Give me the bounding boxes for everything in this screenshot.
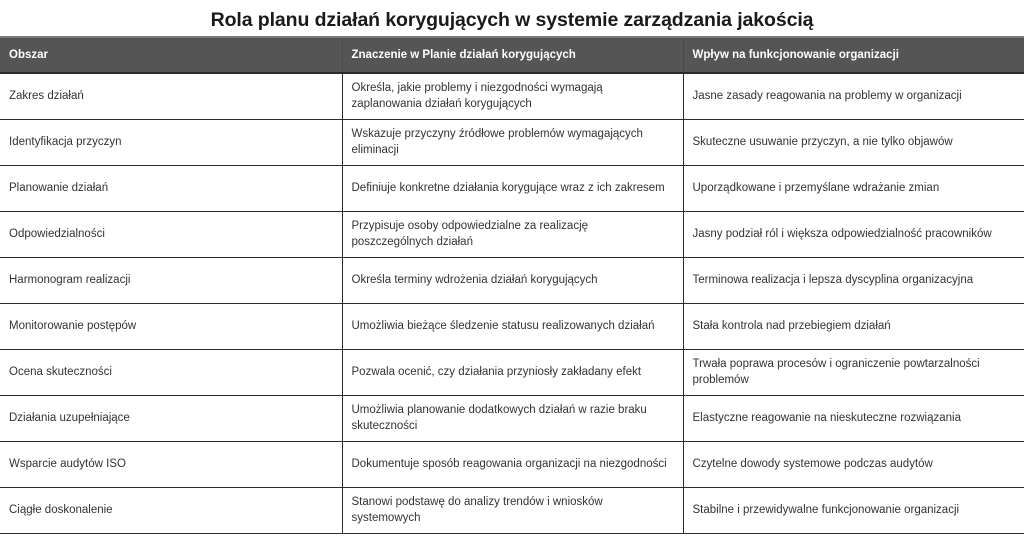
cell-area [0,487,342,533]
cell-impact-text: Czytelne dowody systemowe podczas audytów [692,458,933,470]
cell-meaning-text: Przypisuje osoby odpowiedzialne za realizację poszczególnych działań [351,220,589,248]
cell-meaning-text: Dokumentuje sposób reagowania organizacji na niezgodności [351,458,667,470]
cell-area-text: Monitorowanie postępów [9,320,137,332]
table-row [0,349,1024,395]
cell-area [0,119,342,165]
cell-impact [683,487,1024,533]
cell-meaning-text: Pozwala ocenić, czy działania przyniosły zakładany efekt [351,366,642,378]
cell-meaning [342,73,683,119]
cell-impact [683,165,1024,211]
table-row [0,303,1024,349]
cell-impact-text: Uporządkowane i przemyślane wdrażanie zmian [692,182,940,194]
table-row [0,211,1024,257]
table-row [0,441,1024,487]
cell-area-text: Ocena skuteczności [9,366,112,378]
cell-impact [683,119,1024,165]
cell-meaning-text: Umożliwia bieżące śledzenie statusu realizowanych działań [351,320,655,332]
cell-impact [683,257,1024,303]
cell-meaning [342,395,683,441]
cell-impact [683,73,1024,119]
cell-area [0,73,342,119]
cell-impact [683,395,1024,441]
table-body [0,73,1024,533]
cell-area-text: Działania uzupełniające [9,412,130,424]
table-row [0,257,1024,303]
cell-meaning [342,487,683,533]
cell-area-text: Identyfikacja przyczyn [9,136,122,148]
cell-meaning [342,165,683,211]
corrective-actions-table [0,36,1024,534]
cell-impact-text: Stabilne i przewidywalne funkcjonowanie organizacji [692,504,960,516]
cell-meaning-text: Definiuje konkretne działania korygujące wraz z ich zakresem [351,182,665,194]
cell-impact-text: Jasne zasady reagowania na problemy w organizacji [692,90,962,103]
column-header-meaning: Znaczenie w Planie działań korygujących [342,37,683,73]
cell-meaning-text: Stanowi podstawę do analizy trendów i wniosków systemowych [351,496,603,524]
cell-impact [683,349,1024,395]
cell-meaning-text: Umożliwia planowanie dodatkowych działań w razie braku skuteczności [351,404,647,432]
cell-area-text: Planowanie działań [9,182,109,194]
cell-impact-text: Elastyczne reagowanie na nieskuteczne rozwiązania [692,412,961,424]
cell-meaning-text: Określa, jakie problemy i niezgodności wymagają zaplanowania działań korygujących [351,82,603,111]
cell-area [0,211,342,257]
column-header-area: Obszar [0,37,342,73]
cell-area-text: Wsparcie audytów ISO [9,458,126,470]
cell-area [0,395,342,441]
cell-meaning-text: Określa terminy wdrożenia działań korygujących [351,274,598,286]
cell-area-text: Zakres działań [9,90,84,103]
cell-area [0,441,342,487]
table-row [0,487,1024,533]
cell-impact-text: Terminowa realizacja i lepsza dyscyplina organizacyjna [692,274,974,286]
cell-area-text: Odpowiedzialności [9,228,105,240]
cell-meaning-text: Wskazuje przyczyny źródłowe problemów wymagających eliminacji [351,128,643,156]
cell-meaning [342,441,683,487]
table-header-row [0,37,1024,73]
table-row [0,119,1024,165]
cell-area-text: Ciągłe doskonalenie [9,504,113,516]
cell-impact-text: Stała kontrola nad przebiegiem działań [692,320,891,332]
table-row [0,165,1024,211]
cell-meaning [342,303,683,349]
cell-area [0,349,342,395]
cell-impact [683,211,1024,257]
cell-impact [683,303,1024,349]
cell-meaning [342,257,683,303]
table-row [0,395,1024,441]
cell-area [0,257,342,303]
page-title: Rola planu działań korygujących w systemie zarządzania jakością [210,9,814,31]
cell-area-text: Harmonogram realizacji [9,274,131,286]
table-row [0,73,1024,119]
cell-area [0,303,342,349]
cell-area [0,165,342,211]
cell-impact [683,441,1024,487]
cell-impact-text: Skuteczne usuwanie przyczyn, a nie tylko objawów [692,136,953,148]
cell-meaning [342,211,683,257]
cell-meaning [342,349,683,395]
cell-meaning [342,119,683,165]
table-header [0,37,1024,73]
cell-impact-text: Jasny podział ról i większa odpowiedzialność pracowników [692,228,992,240]
cell-impact-text: Trwała poprawa procesów i ograniczenie powtarzalności problemów [692,358,980,386]
column-header-impact: Wpływ na funkcjonowanie organizacji [683,37,1024,73]
